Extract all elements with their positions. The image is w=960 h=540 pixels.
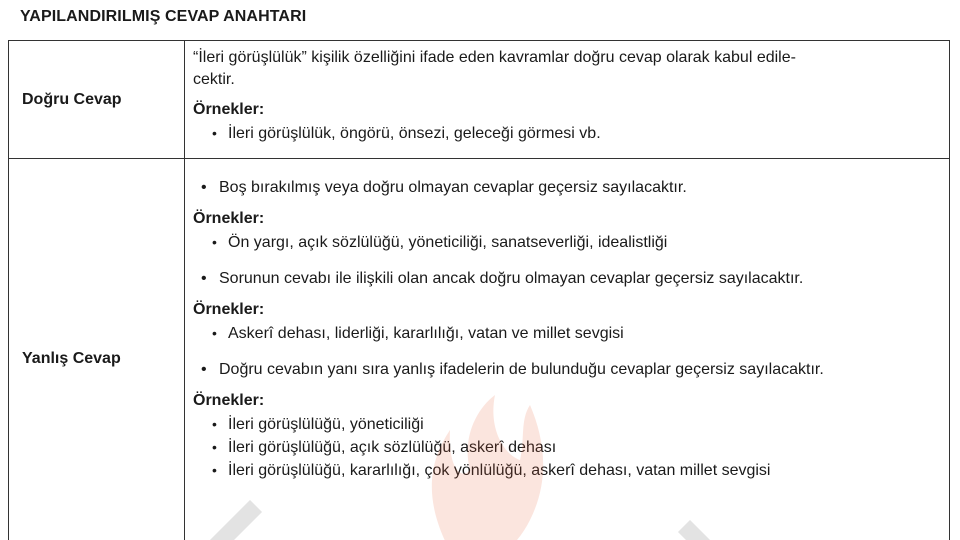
- wrong-examples-list-1: [193, 231, 939, 254]
- wrong-group-3: [193, 359, 939, 482]
- correct-answer-label: Doğru Cevap: [9, 41, 185, 159]
- wrong-examples-list-2: [193, 322, 939, 345]
- correct-examples-title: Örnekler:: [193, 101, 265, 118]
- correct-statement-line-2: cektir.: [193, 71, 235, 88]
- correct-answer-cell: [185, 41, 950, 159]
- wrong-group-1: [193, 177, 939, 254]
- list-item: • İleri görüşlülüğü, açık sözlülüğü, askerî dehası: [193, 436, 939, 459]
- table-row-wrong: [9, 159, 950, 540]
- correct-examples-list: [193, 122, 939, 145]
- list-item: • Ön yargı, açık sözlülüğü, yöneticiliği, sanatseverliği, idealistliği: [193, 231, 939, 254]
- list-item: • İleri görüşlülüğü, kararlılığı, çok yönlülüğü, askerî dehası, vatan millet sevgisi: [193, 459, 939, 482]
- list-item: • Askerî dehası, liderliği, kararlılığı, vatan ve millet sevgisi: [193, 322, 939, 345]
- page-title: YAPILANDIRILMIŞ CEVAP ANAHTARI: [20, 8, 307, 25]
- wrong-examples-list-3: [193, 413, 939, 482]
- correct-statement: [193, 47, 939, 91]
- correct-statement-line-1: “İleri görüşlülük” kişilik özelliğini ifade eden kavramlar doğru cevap olarak kabul edile-: [193, 49, 796, 66]
- wrong-statement-3: • Doğru cevabın yanı sıra yanlış ifadelerin de bulunduğu cevaplar geçersiz sayılacaktır.: [193, 359, 939, 381]
- answer-key-table: [8, 40, 950, 540]
- wrong-group-2: [193, 268, 939, 345]
- wrong-statement-1: • Boş bırakılmış veya doğru olmayan cevaplar geçersiz sayılacaktır.: [193, 177, 939, 199]
- wrong-examples-title-1: Örnekler:: [193, 210, 265, 227]
- wrong-answer-label: Yanlış Cevap: [9, 159, 185, 540]
- wrong-answer-cell: [185, 159, 950, 540]
- table-row-correct: [9, 41, 950, 159]
- wrong-examples-title-2: Örnekler:: [193, 301, 265, 318]
- list-item: • İleri görüşlülüğü, yöneticiliği: [193, 413, 939, 436]
- wrong-examples-title-3: Örnekler:: [193, 392, 265, 409]
- list-item: • İleri görüşlülük, öngörü, önsezi, geleceği görmesi vb.: [193, 122, 939, 145]
- wrong-statement-2: • Sorunun cevabı ile ilişkili olan ancak doğru olmayan cevaplar geçersiz sayılacaktır.: [193, 268, 939, 290]
